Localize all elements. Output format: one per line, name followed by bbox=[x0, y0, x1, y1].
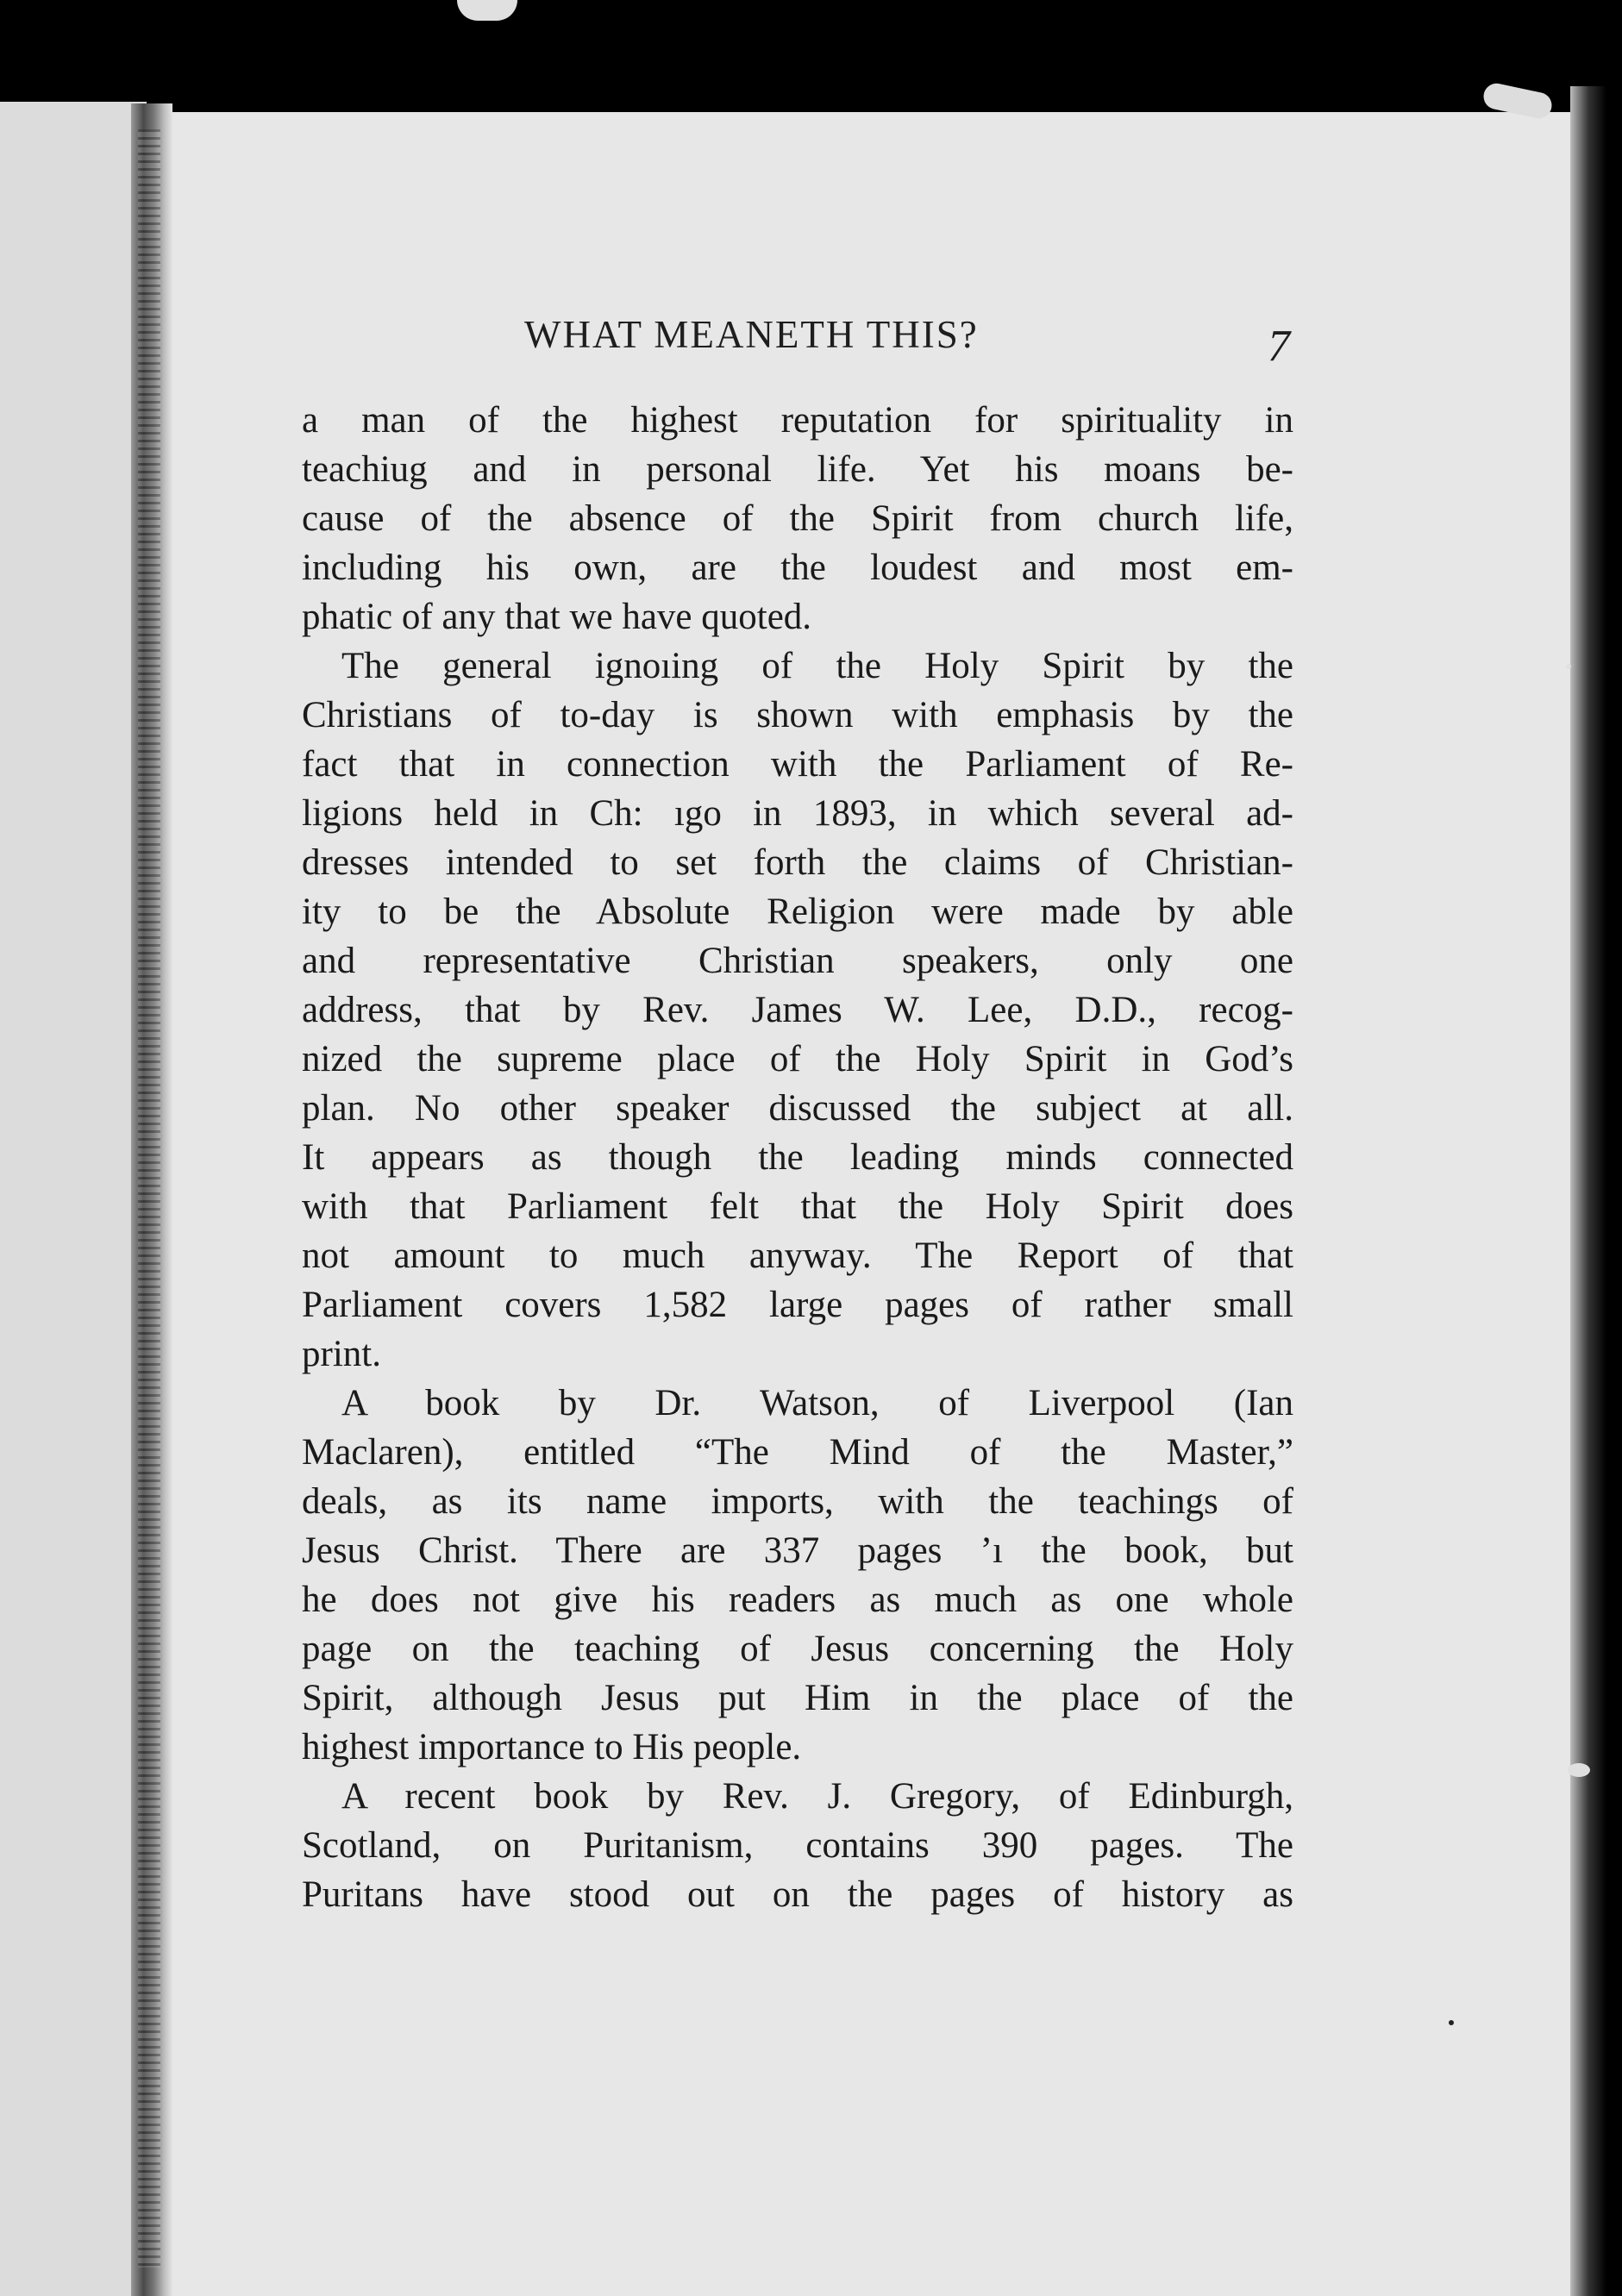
text-line: Maclaren), entitled “The Mind of the Master,” bbox=[302, 1432, 1293, 1473]
text-line: fact that in connection with the Parliament of Re- bbox=[302, 744, 1293, 785]
body-text bbox=[302, 396, 1293, 1919]
text-line: a man of the highest reputation for spirituality in bbox=[302, 400, 1293, 441]
page-right-edge bbox=[1570, 86, 1622, 2296]
text-line: including his own, are the loudest and most em- bbox=[302, 547, 1293, 588]
running-title: WHAT MEANETH THIS? bbox=[524, 313, 979, 356]
text-line: Spirit, although Jesus put Him in the place of the bbox=[302, 1678, 1293, 1718]
text-line: plan. No other speaker discussed the subject at all. bbox=[302, 1088, 1293, 1129]
text-line: ligions held in Ch: ıgo in 1893, in which several ad- bbox=[302, 793, 1293, 834]
text-line: not amount to much anyway. The Report of that bbox=[302, 1236, 1293, 1276]
text-line: nized the supreme place of the Holy Spirit in God’s bbox=[302, 1039, 1293, 1079]
text-line: he does not give his readers as much as one whole bbox=[302, 1580, 1293, 1620]
text-line: The general ignoıing of the Holy Spirit by the bbox=[341, 646, 1293, 686]
text-line: teachiug and in personal life. Yet his moans be- bbox=[302, 449, 1293, 490]
scan-speck bbox=[1449, 2020, 1454, 2025]
text-line: with that Parliament felt that the Holy Spirit does bbox=[302, 1186, 1293, 1227]
text-line: page on the teaching of Jesus concerning the Holy bbox=[302, 1629, 1293, 1669]
scan-speck bbox=[1566, 664, 1571, 669]
scan-smudge bbox=[457, 0, 517, 21]
scan-speck bbox=[1568, 1763, 1590, 1777]
text-line: dresses intended to set forth the claims of Christian- bbox=[302, 842, 1293, 883]
text-line: deals, as its name imports, with the teachings of bbox=[302, 1481, 1293, 1522]
text-line: Scotland, on Puritanism, contains 390 pages. The bbox=[302, 1825, 1293, 1866]
text-line: A book by Dr. Watson, of Liverpool (Ian bbox=[341, 1383, 1293, 1423]
text-line: A recent book by Rev. J. Gregory, of Edinburgh, bbox=[341, 1776, 1293, 1817]
gutter-texture bbox=[138, 129, 160, 2268]
text-line: Christians of to-day is shown with emphasis by the bbox=[302, 695, 1293, 735]
text-line: ity to be the Absolute Religion were made by able bbox=[302, 891, 1293, 932]
text-line: Jesus Christ. There are 337 pages ’ı the book, but bbox=[302, 1530, 1293, 1571]
text-line: highest importance to His people. bbox=[302, 1727, 802, 1767]
text-line: Puritans have stood out on the pages of history as bbox=[302, 1874, 1293, 1915]
text-line: address, that by Rev. James W. Lee, D.D., recog- bbox=[302, 990, 1293, 1030]
text-line: Parliament covers 1,582 large pages of rather small bbox=[302, 1285, 1293, 1325]
page-number: 7 bbox=[1268, 322, 1290, 371]
text-line: print. bbox=[302, 1334, 381, 1374]
text-line: and representative Christian speakers, only one bbox=[302, 941, 1293, 981]
facing-page bbox=[0, 102, 147, 2296]
text-line: cause of the absence of the Spirit from church life, bbox=[302, 498, 1293, 539]
text-line: phatic of any that we have quoted. bbox=[302, 597, 812, 637]
text-line: It appears as though the leading minds connected bbox=[302, 1137, 1293, 1178]
